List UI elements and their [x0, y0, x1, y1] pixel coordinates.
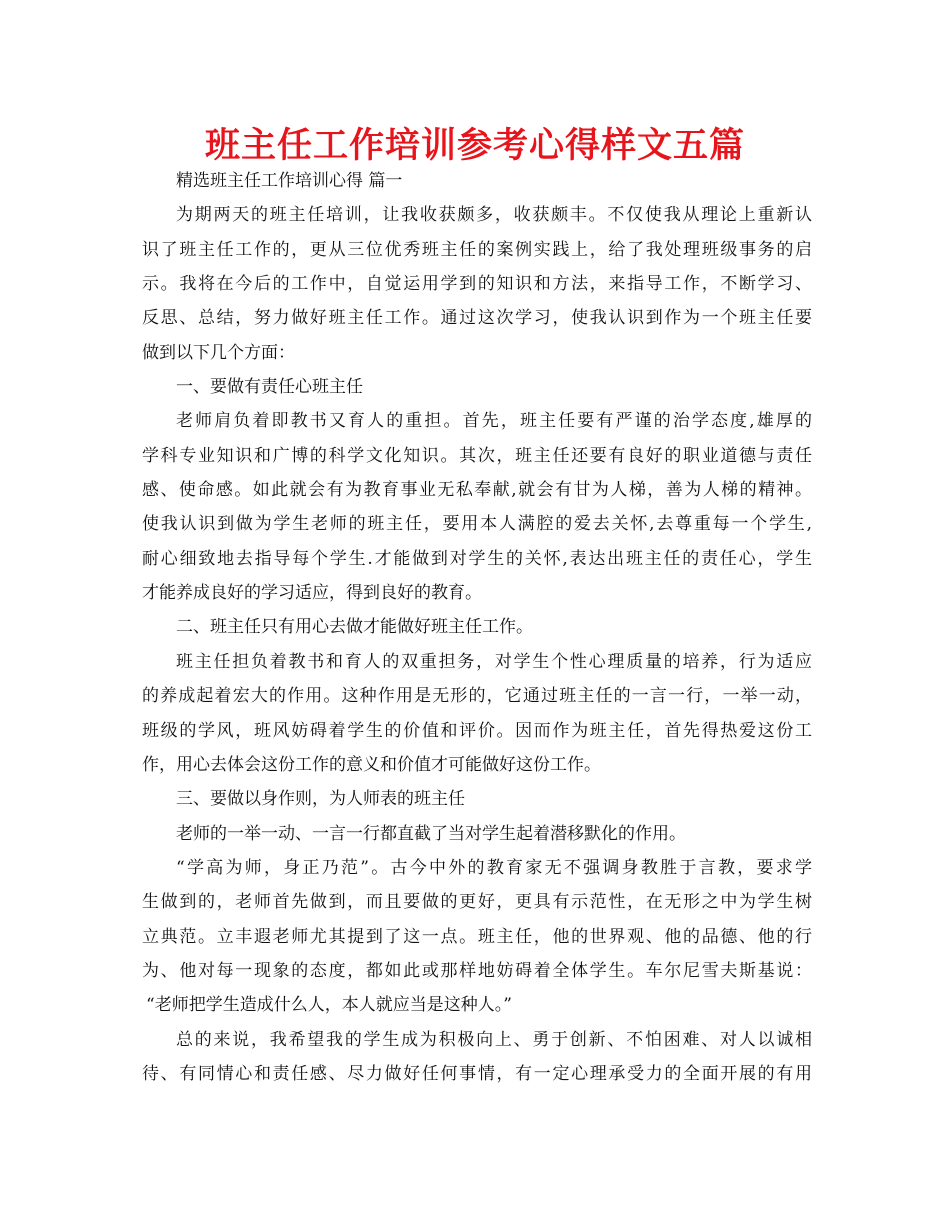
- paragraph-line: 做到以下几个方面：: [142, 342, 295, 363]
- paragraph-line: 使我认识到做为学生老师的班主任，要用本人满腔的爱去关怀,去尊重每一个学生,: [142, 514, 812, 535]
- paragraph-line: 为期两天的班主任培训，让我收获颇多，收获颇丰。不仅使我从理论上重新认: [176, 205, 812, 226]
- paragraph-line: 班主任担负着教书和育人的双重担务，对学生个性心理质量的培养，行为适应: [176, 651, 812, 672]
- paragraph-line: 老师肩负着即教书又育人的重担。首先，班主任要有严谨的治学态度,雄厚的: [176, 411, 812, 432]
- paragraph-line: 总的来说，我希望我的学生成为积极向上、勇于创新、不怕困难、对人以诚相: [176, 1029, 812, 1050]
- paragraph-line: 耐心细致地去指导每个学生.才能做到对学生的关怀,表达出班主任的责任心，学生: [142, 548, 812, 569]
- paragraph-line: 的养成起着宏大的作用。这种作用是无形的，它通过班主任的一言一行，一举一动，: [142, 686, 812, 707]
- paragraph-line: 为、他对每一现象的态度，都如此或那样地妨碍着全体学生。车尔尼雪夫斯基说：: [142, 960, 812, 981]
- quote-line: “老师把学生造成什么人，本人就应当是这种人。”: [146, 995, 512, 1016]
- document-title: 班主任工作培训参考心得样文五篇: [204, 126, 745, 166]
- section-heading: 精选班主任工作培训心得 篇一: [176, 171, 403, 191]
- paragraph-line: 学科专业知识和广博的科学文化知识。其次，班主任还要有良好的职业道德与责任: [142, 445, 812, 466]
- document-body: [142, 164, 812, 1091]
- paragraph-line: 老师的一举一动、一言一行都直截了当对学生起着潜移默化的作用。: [176, 823, 686, 844]
- paragraph-line: 作，用心去体会这份工作的意义和价值才可能做好这份工作。: [142, 754, 601, 775]
- paragraph-line: 才能养成良好的学习适应，得到良好的教育。: [142, 583, 482, 604]
- paragraph-line: 识了班主任工作的，更从三位优秀班主任的案例实践上，给了我处理班级事务的启: [142, 239, 812, 260]
- paragraph-line: 反思、总结，努力做好班主任工作。通过这次学习，使我认识到作为一个班主任要: [142, 308, 812, 329]
- section-heading: 三、要做以身作则，为人师表的班主任: [176, 789, 465, 810]
- paragraph-line: 立典范。立丰遐老师尤其提到了这一点。班主任，他的世界观、他的品德、他的行: [142, 926, 812, 947]
- paragraph-line: 班级的学风，班风妨碍着学生的价值和评价。因而作为班主任，首先得热爱这份工: [142, 720, 812, 741]
- paragraph-line: 示。我将在今后的工作中，自觉运用学到的知识和方法，来指导工作，不断学习、: [142, 274, 812, 295]
- paragraph-line: 感、使命感。如此就会有为教育事业无私奉献,就会有甘为人梯，善为人梯的精神。: [142, 480, 812, 501]
- section-heading: 二、班主任只有用心去做才能做好班主任工作。: [176, 617, 533, 638]
- section-heading: 一、要做有责任心班主任: [176, 377, 363, 398]
- paragraph-line: “学高为师，身正乃范”。古今中外的教育家无不强调身教胜于言教，要求学: [176, 857, 812, 878]
- paragraph-line: 待、有同情心和责任感、尽力做好任何事情，有一定心理承受力的全面开展的有用: [142, 1063, 812, 1084]
- paragraph-line: 生做到的，老师首先做到，而且要做的更好，更具有示范性，在无形之中为学生树: [142, 892, 812, 913]
